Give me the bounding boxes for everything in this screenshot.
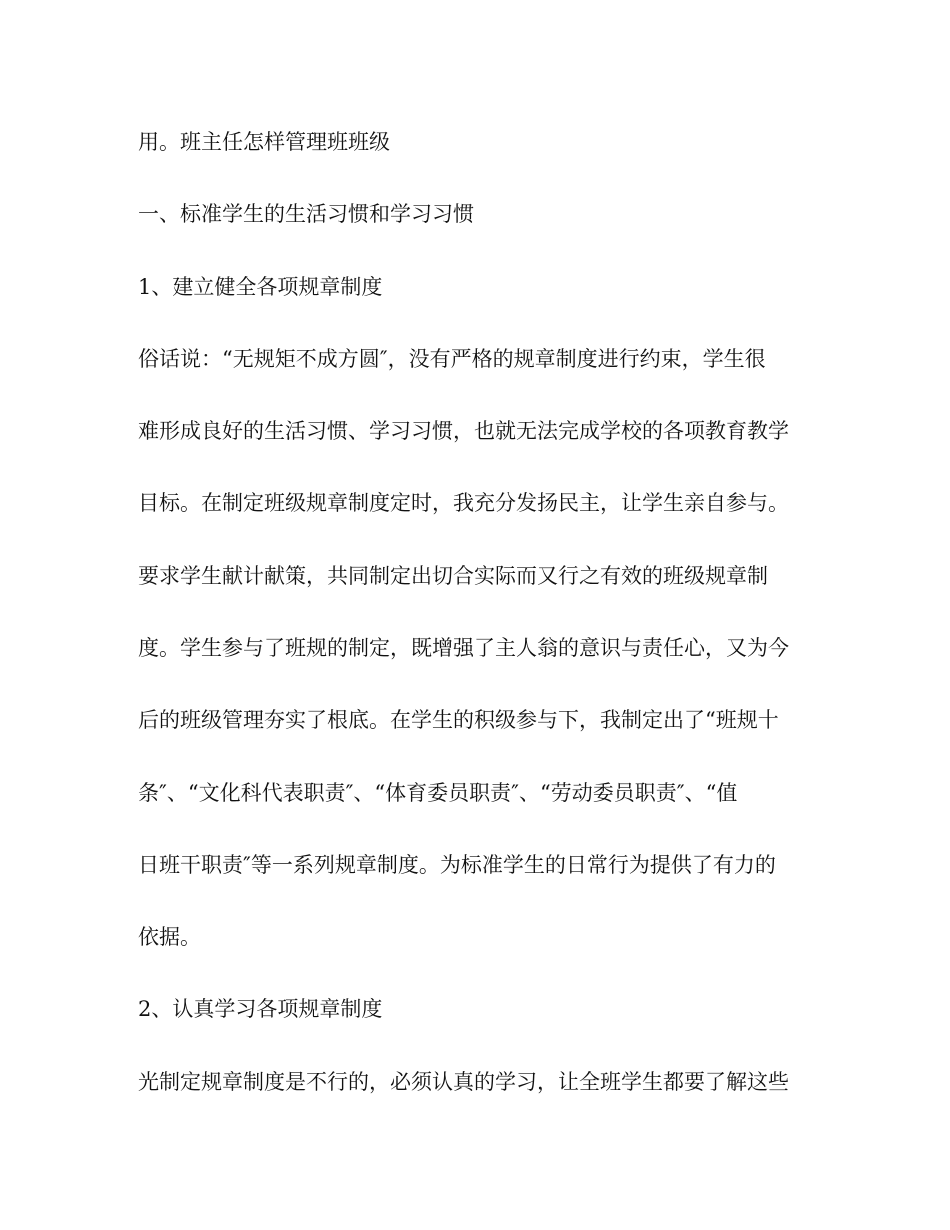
paragraph-line: 依据。 xyxy=(138,925,201,949)
paragraph-line: 目标。在制定班级规章制度定时，我充分发扬民主，让学生亲自参与。 xyxy=(138,491,789,515)
section-heading: 一、标准学生的生活习惯和学习习惯 xyxy=(138,202,474,226)
paragraph-line: 日班干职责″等一系列规章制度。为标准学生的日常行为提供了有力的 xyxy=(138,853,776,877)
paragraph-line: 用。班主任怎样管理班班级 xyxy=(138,130,390,154)
paragraph-line: 难形成良好的生活习惯、学习习惯，也就无法完成学校的各项教育教学 xyxy=(138,419,789,443)
subsection-heading: 2、认真学习各项规章制度 xyxy=(138,997,383,1021)
paragraph-line: 俗话说：“无规矩不成方圆″，没有严格的规章制度进行约束，学生很 xyxy=(138,347,766,371)
paragraph-line: 后的班级管理夯实了根底。在学生的积级参与下，我制定出了“班规十 xyxy=(138,708,779,732)
paragraph-line: 要求学生献计献策，共同制定出切合实际而又行之有效的班级规章制 xyxy=(138,564,768,588)
subsection-heading: 1、建立健全各项规章制度 xyxy=(138,275,383,299)
paragraph-line: 光制定规章制度是不行的，必须认真的学习，让全班学生都要了解这些 xyxy=(138,1070,789,1094)
paragraph-line: 条″、“文化科代表职责″、“体育委员职责″、“劳动委员职责″、“值 xyxy=(138,781,738,805)
paragraph-line: 度。学生参与了班规的制定，既增强了主人翁的意识与责任心，又为今 xyxy=(138,636,789,660)
